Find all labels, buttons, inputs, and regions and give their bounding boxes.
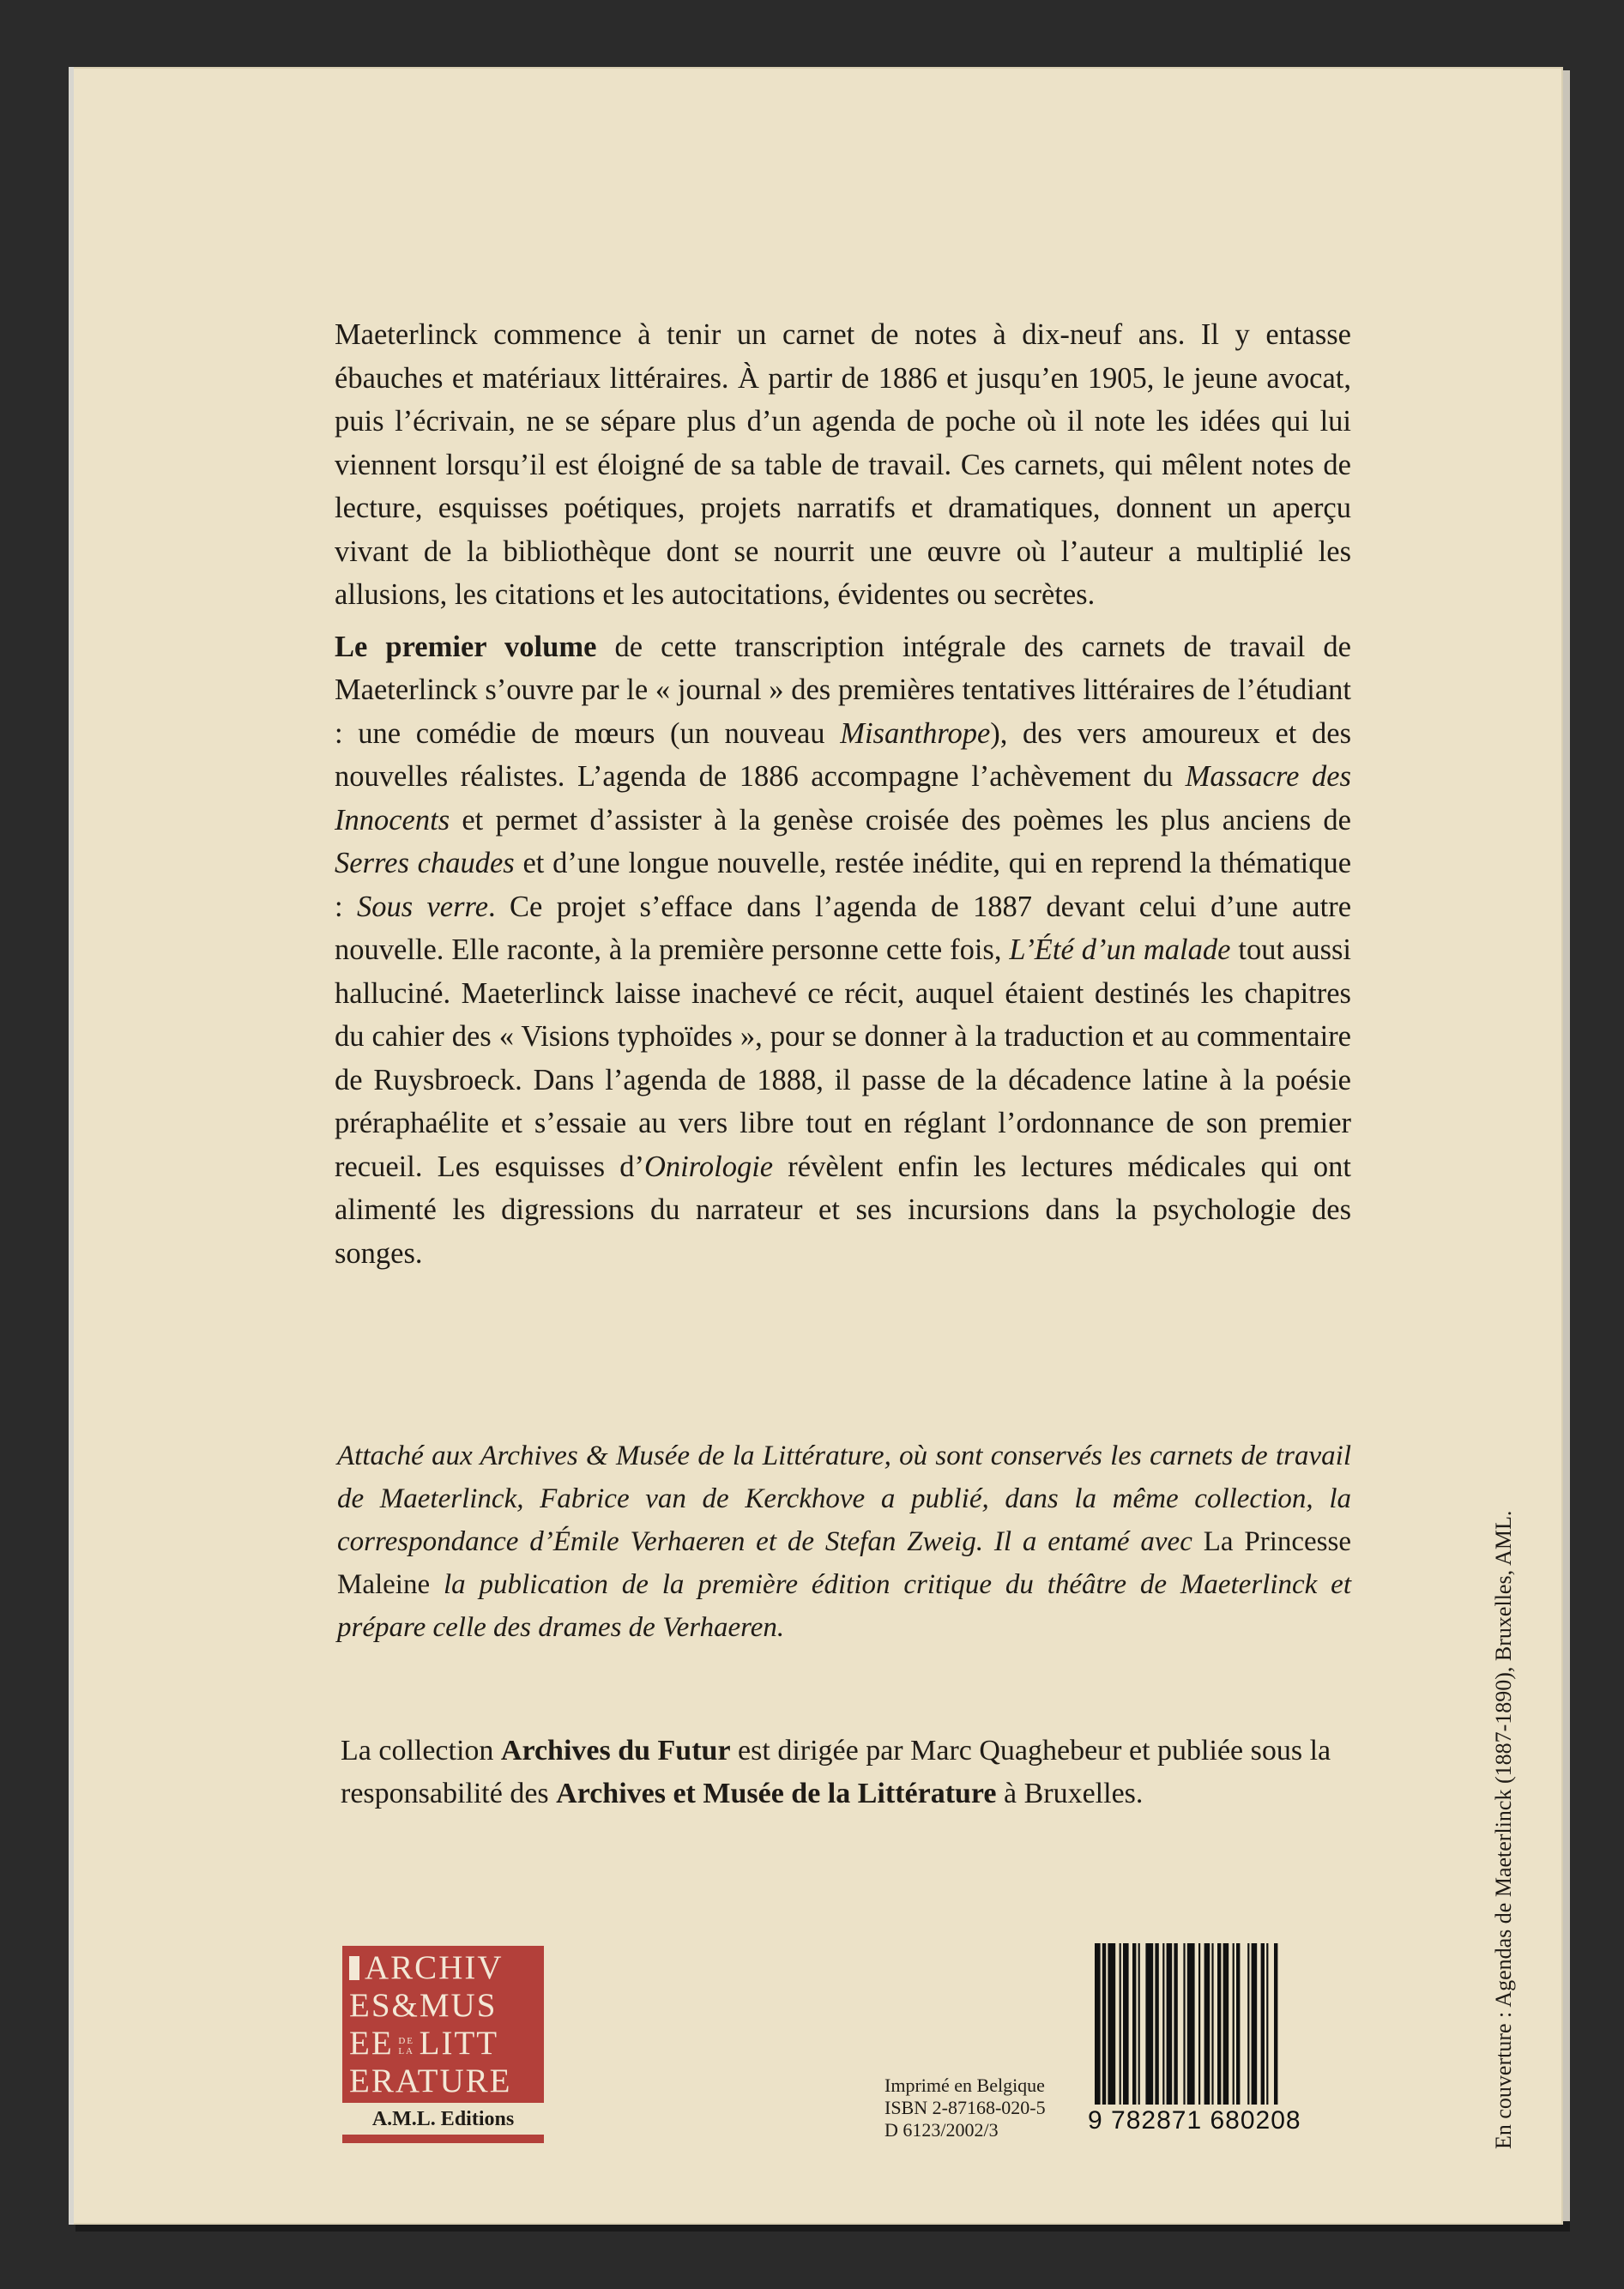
barcode-bar: [1198, 1943, 1200, 2105]
logo-red-block: [342, 1946, 544, 2103]
logo-small-top: DE: [398, 2036, 414, 2047]
institution-name: Archives et Musée de la Littérature: [556, 1778, 997, 1809]
logo-row-3: [349, 2025, 544, 2063]
logo-small-text: [396, 2036, 417, 2056]
barcode-bar: [1108, 1943, 1115, 2105]
cover-left-edge: [69, 67, 74, 2225]
collection-text: à Bruxelles.: [996, 1778, 1144, 1809]
collection-note: [341, 1730, 1353, 1815]
barcode-digits: 9 782871 680208: [1088, 2106, 1301, 2135]
barcode-bar: [1123, 1943, 1129, 2105]
book-description: [335, 313, 1351, 1283]
title-massacre: Massacre des Innocents: [335, 760, 1351, 836]
barcode-bar: [1187, 1943, 1195, 2105]
logo-editions-label: A.M.L. Editions: [371, 2108, 515, 2130]
aml-editions-logo: [342, 1946, 544, 2148]
barcode-bar: [1145, 1943, 1153, 2105]
title-ete-malade: L’Été d’un malade: [1009, 933, 1231, 966]
description-paragraph-2: [335, 625, 1351, 1276]
barcode-bar: [1102, 1943, 1106, 2105]
barcode-bar: [1247, 1943, 1249, 2105]
barcode-bar: [1162, 1943, 1164, 2105]
bio-book-title: La Princesse Maleine: [337, 1526, 1351, 1600]
barcode-bar: [1155, 1943, 1158, 2105]
title-onirologie: Onirologie: [643, 1150, 774, 1183]
barcode-bar: [1120, 1943, 1121, 2105]
barcode-bar: [1261, 1943, 1265, 2105]
text-run: et d’une longue nouvelle, restée inédite, qui en reprend la thématique :: [335, 847, 1352, 923]
collection-text: est dirigée par Marc Quaghebeur et publiée sous la responsabilité des: [341, 1735, 1331, 1809]
printed-in-label: Imprimé en Belgique: [884, 2075, 1045, 2096]
isbn-label: ISBN 2-87168-020-5: [884, 2097, 1046, 2118]
text-run: ), des vers amoureux et des nouvelles réalistes. L’agenda de 1886 accompagne l’achèvement du: [335, 716, 1351, 793]
isbn-barcode: [1088, 1943, 1361, 2141]
text-run: de cette transcription intégrale des carnets de travail de Maeterlinck s’ouvre par le « journal » des premières tentatives littéraires de l’étudiant : une comédie de mœurs (un nouveau: [335, 630, 1351, 750]
title-serres-chaudes: Serres chaudes: [335, 847, 515, 879]
barcode-bar: [1233, 1943, 1235, 2105]
logo-text: ARCHIV: [365, 1949, 504, 1986]
text-run: . Ce projet s’efface dans l’agenda de 1887 devant celui d’une autre nouvelle. Elle raconte, à la première personne cette fois,: [335, 890, 1352, 966]
logo-text: LITT: [419, 2025, 499, 2062]
barcode-bar: [1252, 1943, 1258, 2105]
barcode-bar: [1204, 1943, 1210, 2105]
collection-text: La collection: [341, 1735, 501, 1767]
barcode-bar: [1274, 1943, 1277, 2105]
barcode-bar: [1132, 1943, 1136, 2105]
text-run: révèlent enfin les lectures médicales qui ont alimenté les digressions du narrateur et ses incursions dans la psychologie des songes.: [335, 1150, 1351, 1270]
cover-page-edge: [1563, 70, 1570, 2221]
barcode-bar: [1211, 1943, 1213, 2105]
logo-underline-bar: [342, 2135, 544, 2143]
logo-small-bottom: LA: [398, 2046, 414, 2057]
barcode-bar: [1217, 1943, 1221, 2105]
bio-text: la publication de la première édition critique du théâtre de Maeterlinck et prépare celle des drames de Verhaeren.: [337, 1569, 1351, 1643]
text-run: tout aussi halluciné. Maeterlinck laisse inachevé ce récit, auquel étaient destinés les chapitres du cahier des « Visions typhoïdes », pour se donner à la traduction et au commentaire de Ruysbroeck. Dans l’agenda de 1888, il passe de la décadence latine à la poésie préraphaélite et s’essaie au vers libre tout en réglant l’ordonnance de son premier recueil. Les esquisses d’: [335, 933, 1352, 1183]
logo-row-4: ERATURE: [349, 2063, 512, 2099]
bio-text: Attaché aux Archives & Musée de la Littérature, où sont conservés les carnets de travail de Maeterlinck, Fabrice van de Kerckhove a publié, dans la même collection, la correspondance d’Émile Verhaeren et de Stefan Zweig. Il a entamé avec: [337, 1440, 1351, 1557]
description-paragraph-1: Maeterlinck commence à tenir un carnet de notes à dix-neuf ans. Il y entasse ébauches et matériaux littéraires. À partir de 1886 et jusqu’en 1905, le jeune avocat, puis l’écrivain, ne se sépare plus d’un agenda de poche où il note les idées qui lui viennent lorsqu’il est éloigné de sa table de travail. Ces carnets, qui mêlent notes de lecture, esquisses poétiques, projets narratifs et dramatiques, donnent un aperçu vivant de la bibliothèque dont se nourrit une œuvre où l’auteur a multiplié les allusions, les citations et les autocitations, évidentes ou secrètes.: [335, 318, 1351, 611]
barcode-bar: [1174, 1943, 1177, 2105]
text-run: et permet d’assister à la genèse croisée des poèmes les plus anciens de: [450, 803, 1351, 836]
title-sous-verre: Sous verre: [356, 890, 489, 923]
barcode-bar: [1266, 1943, 1268, 2105]
logo-text: EE: [349, 2025, 394, 2062]
barcode-bar: [1167, 1943, 1173, 2105]
barcode-bars: [1088, 1943, 1361, 2105]
first-volume-label: Le premier volume: [335, 630, 597, 663]
title-misanthrope: Misanthrope: [840, 716, 991, 750]
cover-credit: En couverture : Agendas de Maeterlinck (1887-1890), Bruxelles, AML.: [1491, 1510, 1516, 2149]
barcode-bar: [1183, 1943, 1185, 2105]
barcode-bar: [1223, 1943, 1229, 2105]
imprint-info: [884, 2075, 1090, 2141]
legal-deposit-label: D 6123/2002/3: [884, 2119, 999, 2141]
barcode-bar: [1095, 1943, 1101, 2105]
collection-name: Archives du Futur: [500, 1735, 731, 1767]
barcode-bar: [1138, 1943, 1140, 2105]
author-bio: [337, 1434, 1351, 1649]
logo-row-1: [349, 1949, 544, 1987]
logo-square-icon: [349, 1956, 359, 1980]
barcode-bar: [1236, 1943, 1240, 2105]
logo-row-2: ES&MUS: [349, 1987, 498, 2024]
